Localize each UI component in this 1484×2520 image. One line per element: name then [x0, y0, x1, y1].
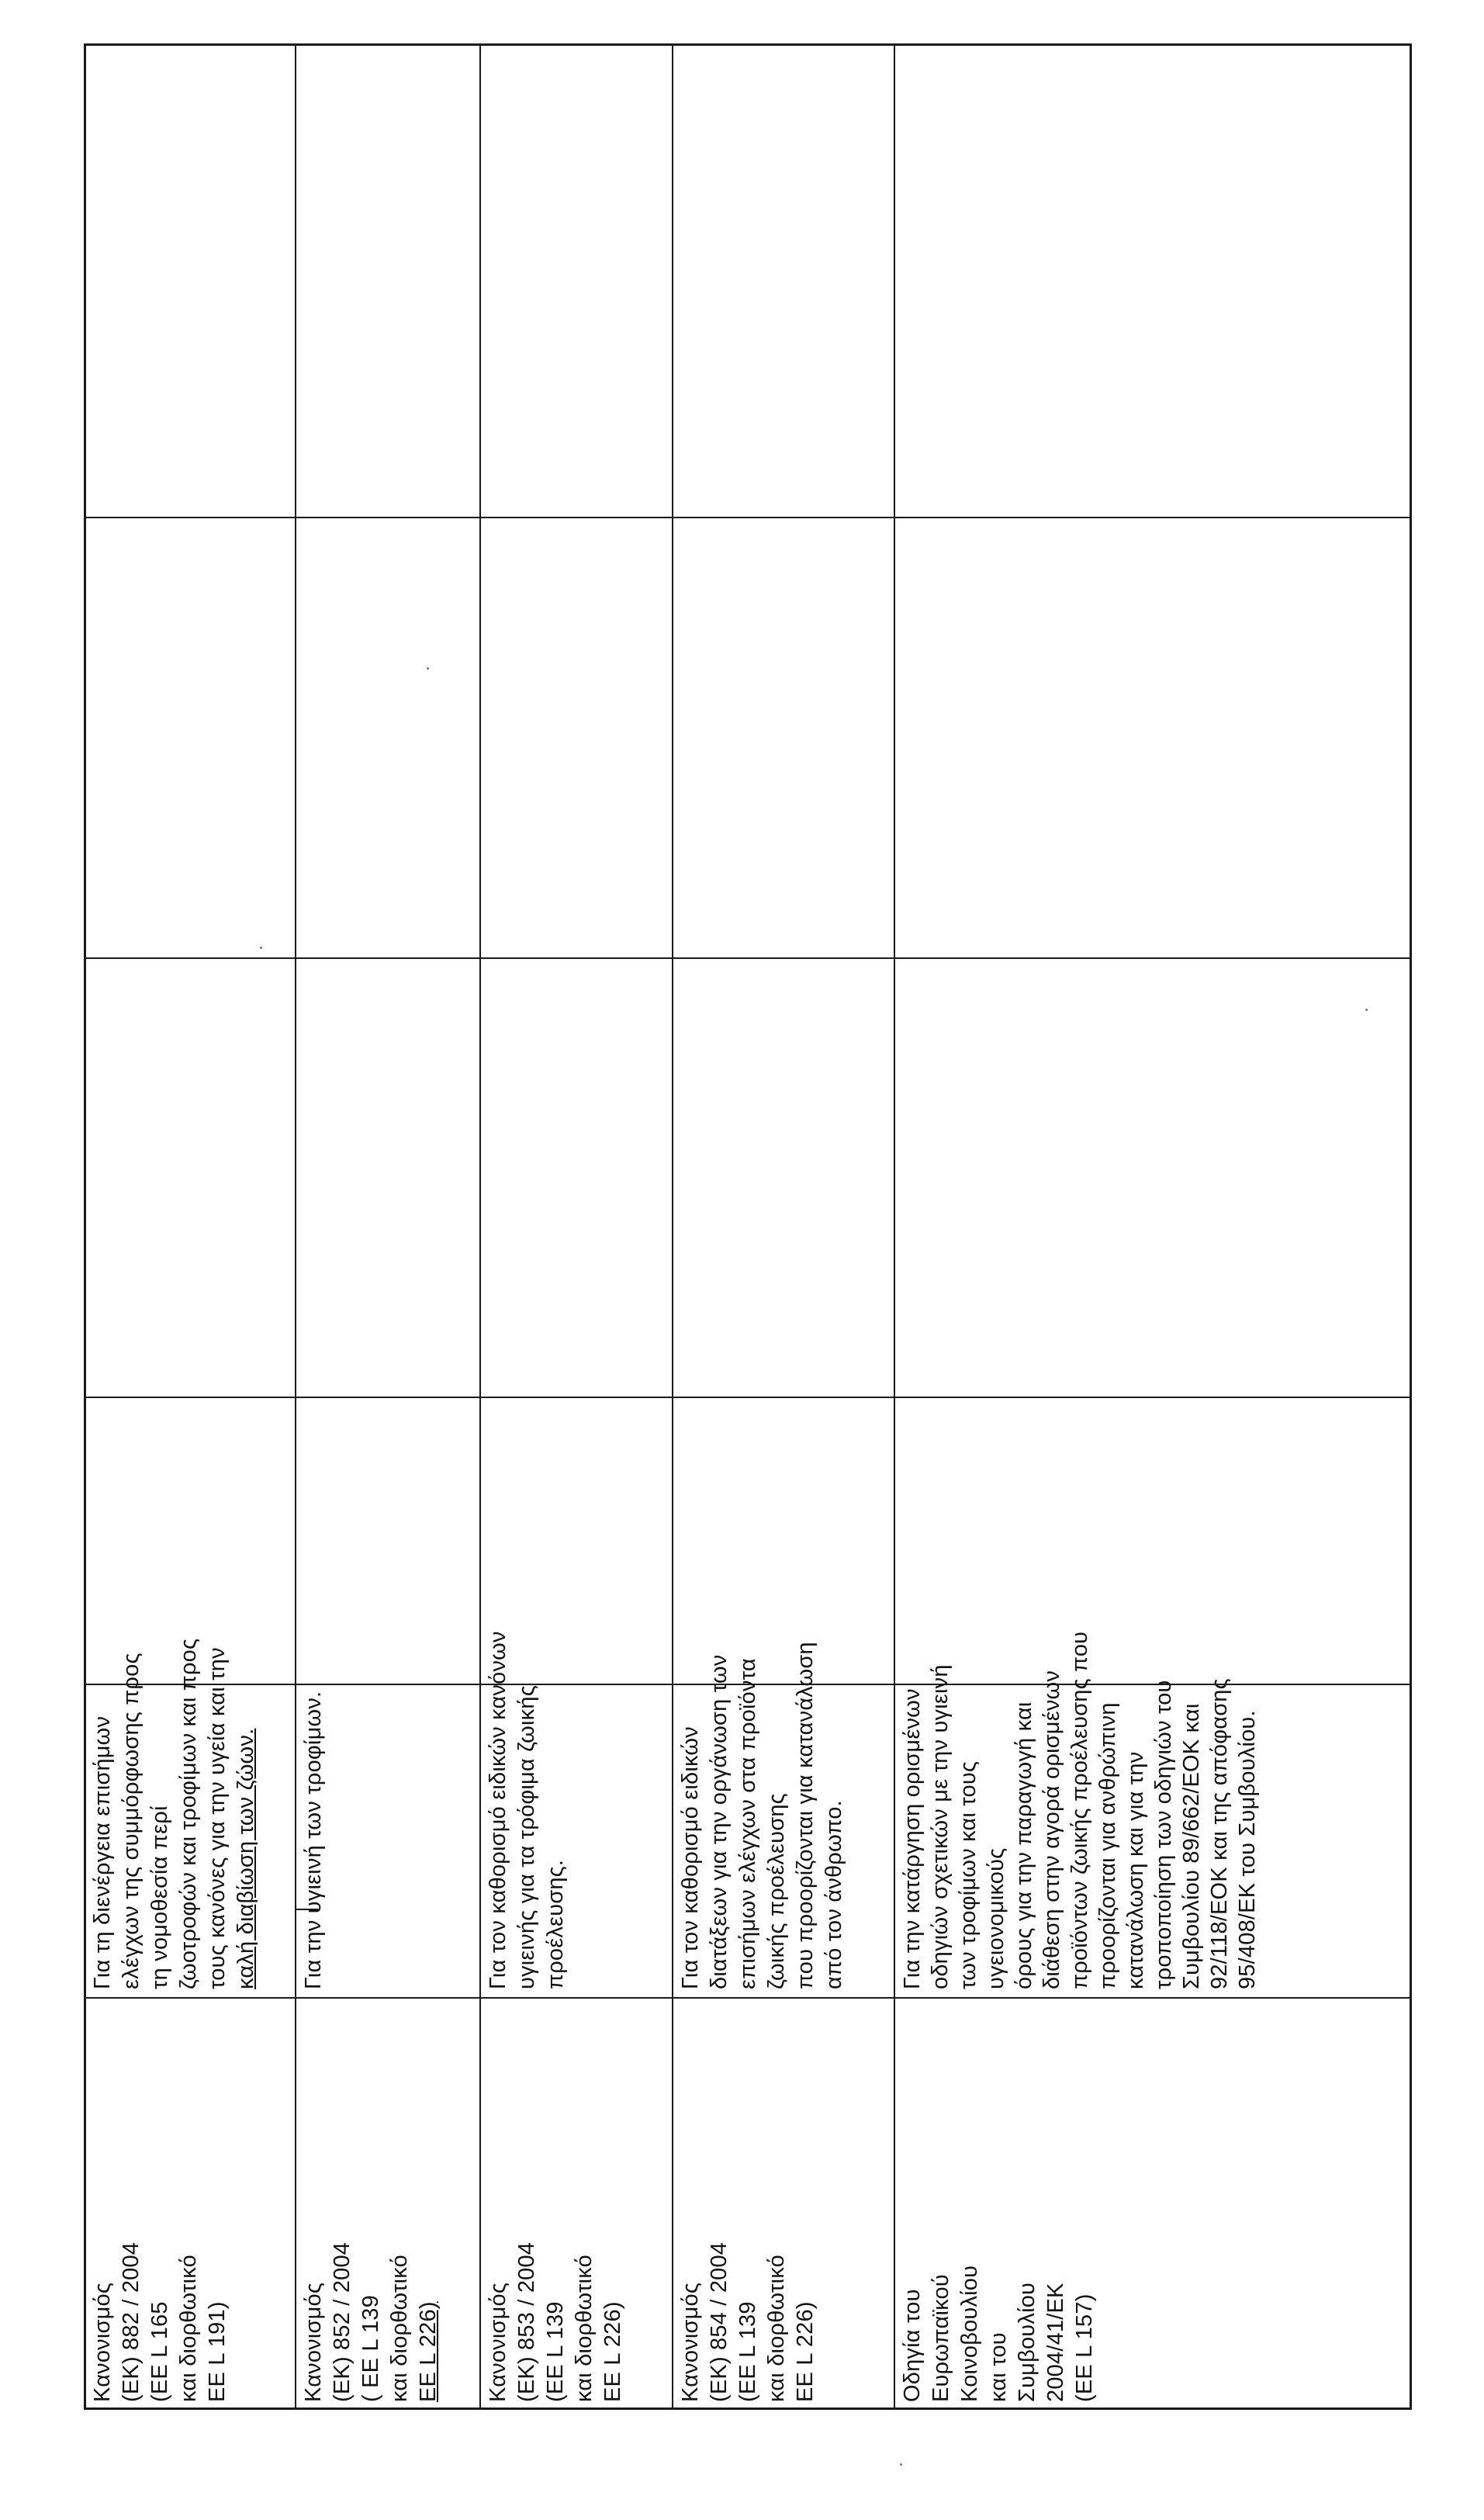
description-line: καλή διαβίωση των ζώων.: [233, 1728, 258, 1989]
description-line: ζωικής προέλευσης: [764, 1793, 789, 1989]
reference-cell: [84, 1997, 295, 2410]
reference-line: ΕΕ L 191): [205, 2301, 230, 2402]
description-line: Για την κατάργηση ορισμένων: [900, 1688, 925, 1989]
description-line: ζωοτροφών και τροφίμων και προς: [176, 1638, 201, 1989]
description-cell: [84, 1397, 295, 1997]
reference-line: Κανονισμός: [301, 2282, 326, 2402]
reference-line: και διορθωτικό: [572, 2255, 597, 2402]
description-line: υγειονομικούς: [984, 1847, 1008, 1989]
reference-line: (ΕΕ L 165: [147, 2301, 172, 2402]
scan-dot: [900, 2463, 902, 2466]
description-line: από τον άνθρωπο.: [822, 1800, 846, 1989]
reference-line: Ευρωπαϊκού: [929, 2274, 953, 2402]
description-line: Για τον καθορισμό ειδικών: [678, 1726, 703, 1989]
row-divider: [84, 957, 1412, 959]
description-cell: [479, 1397, 672, 1997]
reference-line: Κανονισμός: [90, 2282, 115, 2402]
description-line: προορίζονται για ανθρώπινη: [1095, 1702, 1120, 1989]
description-line: τη νομοθεσία περί: [147, 1805, 172, 1989]
description-line: οδηγιών σχετικών με την υγιεινή: [928, 1664, 953, 1989]
reference-cell: [672, 1997, 894, 2410]
reference-line: ( ΕΕ L 139: [358, 2295, 383, 2402]
description-line: 95/408/ΕΚ του Συμβουλίου.: [1235, 1710, 1260, 1989]
reference-line: (ΕΚ) 852 / 2004: [330, 2241, 355, 2402]
description-line: Συμβουλίου 89/662/ΕΟΚ και: [1179, 1703, 1204, 1989]
description-line: τους κανόνες για την υγεία και την: [205, 1647, 230, 1989]
description-line: των τροφίμων και τους: [956, 1760, 981, 1989]
reference-line: και του: [986, 2332, 1011, 2402]
reference-cell: [479, 1997, 672, 2410]
description-line: διατάξεων για την οργάνωση των: [707, 1654, 732, 1989]
reference-line: Κανονισμός: [678, 2282, 703, 2402]
description-cell: [894, 1397, 1412, 1997]
description-line: Για τον καθορισμό ειδικών κανόνων: [486, 1631, 510, 1989]
reference-line: και διορθωτικό: [387, 2255, 412, 2402]
description-line: κατανάλωση και για την: [1123, 1751, 1148, 1989]
reference-line: ΕΕ L 226): [600, 2301, 625, 2402]
reference-line: (ΕΚ) 853 / 2004: [514, 2241, 539, 2402]
reference-line: και διορθωτικό: [176, 2255, 201, 2402]
reference-line: (ΕΕ L 139: [735, 2301, 760, 2402]
reference-line: Οδηγία του: [900, 2289, 925, 2402]
reference-line: (ΕΕ L 139: [543, 2301, 568, 2402]
description-line: προϊόντων ζωικής προέλευσης που: [1067, 1631, 1092, 1989]
description-line: προέλευσης.: [543, 1859, 568, 1989]
description-line: όρους για την παραγωγή και: [1012, 1701, 1036, 1989]
reference-line: (ΕΚ) 854 / 2004: [707, 2241, 732, 2402]
reference-line: Συμβουλίου: [1015, 2282, 1039, 2402]
scan-dot: [427, 667, 429, 670]
reference-line: (ΕΚ) 882 / 2004: [119, 2241, 144, 2402]
description-line: που προορίζονται για κατανάλωση: [793, 1642, 818, 1989]
scan-dot: [260, 947, 262, 949]
description-line: υγιεινής για τα τρόφιμα ζωικής: [514, 1685, 539, 1989]
reference-line: ΕΕ L 226): [416, 2301, 441, 2402]
reference-line: ΕΕ L 226): [793, 2301, 818, 2402]
description-line: Για τη διενέργεια επισήμων: [90, 1715, 115, 1989]
description-line: 92/118/ΕΟΚ και της απόφασης: [1207, 1678, 1232, 1989]
description-line: ελέγχων της συμμόρφωσης προς: [119, 1653, 144, 1989]
description-cell: [295, 1397, 479, 1997]
reference-line: 2004/41/ΕΚ: [1043, 2283, 1068, 2402]
description-line: διάθεση στην αγορά ορισμένων: [1039, 1670, 1064, 1989]
reference-cell: [295, 1997, 479, 2410]
reference-cell: [894, 1997, 1412, 2410]
reference-line: Κανονισμός: [486, 2282, 510, 2402]
reference-line: Κοινοβουλίου: [957, 2265, 982, 2402]
description-cell: [672, 1397, 894, 1997]
description-line: Για την υγιεινή των τροφίμων.: [301, 1691, 326, 1989]
scan-dot: [1365, 1009, 1368, 1011]
reference-line: και διορθωτικό: [764, 2255, 789, 2402]
description-line: επισήμων ελέγχων στα προϊόντα: [735, 1658, 760, 1989]
reference-line: (ΕΕ L 157): [1072, 2293, 1097, 2402]
row-divider: [84, 517, 1412, 518]
description-line: τροποποίηση των οδηγιών του: [1151, 1680, 1176, 1989]
